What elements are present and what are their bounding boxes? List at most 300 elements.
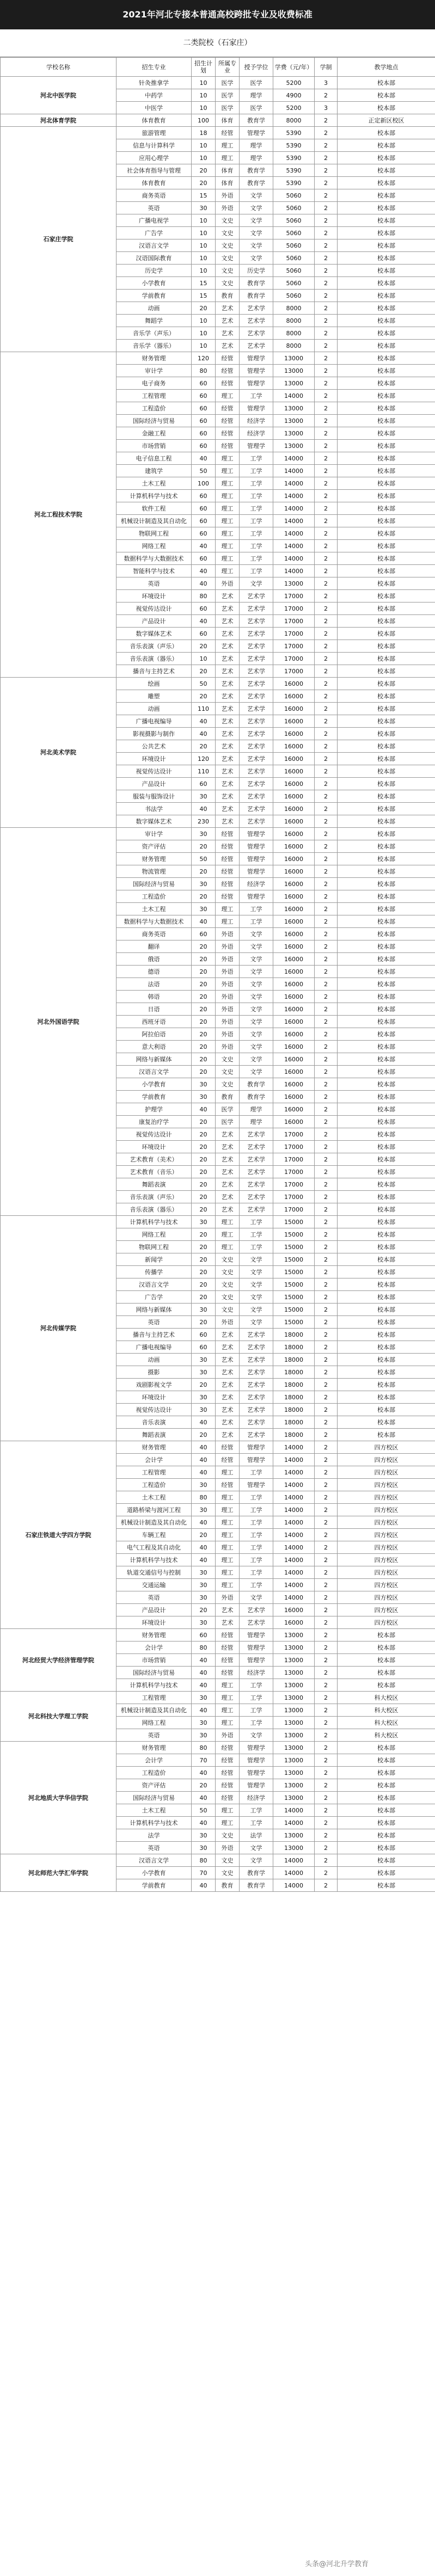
table-cell: 2: [315, 1416, 338, 1429]
table-cell: 理工: [216, 1679, 240, 1692]
table-cell: 15000: [273, 1291, 315, 1304]
table-cell: 13000: [273, 415, 315, 427]
table-cell: 经管: [216, 853, 240, 865]
table-cell: 2: [315, 890, 338, 903]
table-cell: 工学: [240, 1491, 273, 1504]
table-cell: 60: [192, 490, 216, 502]
table-cell: 音乐表演: [117, 1416, 192, 1429]
table-cell: 数据科学与大数据技术: [117, 915, 192, 928]
table-cell: 艺术学: [240, 340, 273, 352]
table-cell: 16000: [273, 991, 315, 1003]
table-row: [1, 352, 435, 365]
table-cell: 四方校区: [338, 1616, 435, 1629]
table-cell: 20: [192, 1379, 216, 1391]
table-cell: 2: [315, 1717, 338, 1729]
table-cell: 法学: [240, 1829, 273, 1842]
table-cell: 2: [315, 164, 338, 177]
table-cell: 70: [192, 1754, 216, 1767]
table-cell: 医学: [240, 77, 273, 89]
table-cell: 文学: [240, 202, 273, 214]
table-cell: 文史: [216, 1053, 240, 1066]
table-cell: 20: [192, 1228, 216, 1241]
table-cell: 理学: [240, 1116, 273, 1128]
table-cell: 理工: [216, 903, 240, 915]
table-cell: 校本部: [338, 1253, 435, 1266]
table-cell: 理工: [216, 490, 240, 502]
table-cell: 艺术学: [240, 1166, 273, 1178]
table-cell: 医学: [216, 77, 240, 89]
table-cell: 校本部: [338, 1742, 435, 1754]
table-cell: 历史学: [240, 265, 273, 277]
table-cell: 文学: [240, 966, 273, 978]
table-cell: 土木工程: [117, 1491, 192, 1504]
table-cell: 计算机科学与技术: [117, 1817, 192, 1829]
table-cell: 20: [192, 1203, 216, 1216]
table-cell: 外语: [216, 1003, 240, 1016]
table-cell: 校本部: [338, 127, 435, 139]
table-cell: 经管: [216, 878, 240, 890]
table-cell: 艺术: [216, 1128, 240, 1141]
table-cell: 校本部: [338, 928, 435, 940]
table-cell: 40: [192, 1416, 216, 1429]
table-cell: 艺术学: [240, 640, 273, 653]
table-cell: 16000: [273, 1616, 315, 1629]
table-cell: 学前教育: [117, 290, 192, 302]
table-cell: 艺术: [216, 590, 240, 602]
table-cell: 理工: [216, 915, 240, 928]
table-cell: 校本部: [338, 953, 435, 966]
table-cell: 舞蹈表演: [117, 1178, 192, 1191]
table-cell: 理工: [216, 1817, 240, 1829]
table-cell: 外语: [216, 966, 240, 978]
table-cell: 外语: [216, 1729, 240, 1742]
table-row: [1, 114, 435, 127]
table-cell: 法学: [117, 1829, 192, 1842]
table-cell: 四方校区: [338, 1579, 435, 1591]
table-cell: 校本部: [338, 991, 435, 1003]
table-cell: 80: [192, 1641, 216, 1654]
table-cell: 20: [192, 1178, 216, 1191]
table-cell: 14000: [273, 1541, 315, 1554]
table-cell: 经管: [216, 1641, 240, 1654]
table-cell: 文史: [216, 1829, 240, 1842]
table-cell: 2: [315, 577, 338, 590]
table-cell: 14000: [273, 1479, 315, 1491]
table-cell: 校本部: [338, 1779, 435, 1792]
table-cell: 戏剧影视文学: [117, 1379, 192, 1391]
table-cell: 2: [315, 753, 338, 765]
table-cell: 校本部: [338, 1178, 435, 1191]
table-cell: 80: [192, 365, 216, 377]
table-cell: 校本部: [338, 715, 435, 728]
table-cell: 会计学: [117, 1641, 192, 1654]
table-cell: 17000: [273, 615, 315, 628]
table-cell: 2: [315, 1566, 338, 1579]
table-cell: 艺术学: [240, 740, 273, 753]
table-cell: 工学: [240, 1566, 273, 1579]
column-header: 招生计划: [192, 58, 216, 77]
table-cell: 14000: [273, 1554, 315, 1566]
school-name: 河北体育学院: [1, 114, 117, 127]
table-cell: 理学: [240, 152, 273, 164]
table-cell: 艺术学: [240, 765, 273, 778]
table-cell: 四方校区: [338, 1504, 435, 1516]
table-cell: 工学: [240, 502, 273, 515]
table-cell: 5390: [273, 127, 315, 139]
table-cell: 校本部: [338, 1078, 435, 1091]
table-cell: 13000: [273, 1654, 315, 1667]
table-cell: 工学: [240, 1679, 273, 1692]
table-cell: 40: [192, 1554, 216, 1566]
table-cell: 财务管理: [117, 1441, 192, 1454]
table-cell: 2: [315, 252, 338, 265]
table-cell: 外语: [216, 940, 240, 953]
table-cell: 3: [315, 102, 338, 114]
table-cell: 2: [315, 1028, 338, 1041]
table-cell: 文学: [240, 1041, 273, 1053]
table-cell: 德语: [117, 966, 192, 978]
table-cell: 校本部: [338, 1867, 435, 1879]
table-cell: 外语: [216, 1016, 240, 1028]
table-cell: 艺术: [216, 1429, 240, 1441]
table-cell: 40: [192, 715, 216, 728]
table-cell: 外语: [216, 1041, 240, 1053]
school-name: 河北科技大学理工学院: [1, 1692, 117, 1742]
table-cell: 13000: [273, 1729, 315, 1742]
table-cell: 16000: [273, 803, 315, 815]
table-cell: 5060: [273, 265, 315, 277]
table-cell: 教育: [216, 290, 240, 302]
table-cell: 四方校区: [338, 1566, 435, 1579]
table-cell: 艺术: [216, 1379, 240, 1391]
table-cell: 校本部: [338, 803, 435, 815]
table-cell: 40: [192, 1879, 216, 1892]
table-cell: 13000: [273, 1717, 315, 1729]
table-cell: 2: [315, 1466, 338, 1479]
table-cell: 16000: [273, 1053, 315, 1066]
table-cell: 16000: [273, 903, 315, 915]
table-cell: 14000: [273, 1879, 315, 1892]
table-cell: 13000: [273, 1679, 315, 1692]
table-row: [1, 1742, 435, 1754]
table-cell: 校本部: [338, 302, 435, 315]
table-cell: 16000: [273, 890, 315, 903]
table-cell: 2: [315, 628, 338, 640]
table-cell: 2: [315, 427, 338, 440]
table-cell: 20: [192, 1429, 216, 1441]
table-row: [1, 1854, 435, 1867]
table-cell: 绘画: [117, 678, 192, 690]
table-cell: 艺术: [216, 1141, 240, 1153]
table-cell: 工程管理: [117, 1692, 192, 1704]
table-cell: 校本部: [338, 315, 435, 327]
table-cell: 学前教育: [117, 1879, 192, 1892]
table-cell: 工学: [240, 1241, 273, 1253]
table-cell: 16000: [273, 1066, 315, 1078]
table-cell: 13000: [273, 440, 315, 452]
table-cell: 2: [315, 1191, 338, 1203]
table-cell: 经管: [216, 865, 240, 878]
table-cell: 2: [315, 940, 338, 953]
table-cell: 2: [315, 1228, 338, 1241]
table-cell: 17000: [273, 628, 315, 640]
table-cell: 工学: [240, 1704, 273, 1717]
table-cell: 校本部: [338, 628, 435, 640]
table-cell: 13000: [273, 1842, 315, 1854]
table-cell: 科大校区: [338, 1729, 435, 1742]
table-cell: 计算机科学与技术: [117, 490, 192, 502]
table-cell: 工程管理: [117, 1466, 192, 1479]
table-cell: 2: [315, 1266, 338, 1278]
table-cell: 20: [192, 1066, 216, 1078]
table-cell: 10: [192, 252, 216, 265]
table-cell: 理工: [216, 452, 240, 465]
table-cell: 校本部: [338, 590, 435, 602]
table-cell: 音乐表演（器乐）: [117, 653, 192, 665]
table-cell: 艺术: [216, 602, 240, 615]
table-cell: 经管: [216, 427, 240, 440]
table-cell: 理工: [216, 1566, 240, 1579]
table-cell: 14000: [273, 490, 315, 502]
table-cell: 校本部: [338, 502, 435, 515]
table-cell: 30: [192, 903, 216, 915]
table-cell: 经济学: [240, 415, 273, 427]
table-cell: 2: [315, 340, 338, 352]
table-cell: 艺术学: [240, 728, 273, 740]
table-cell: 艺术学: [240, 1354, 273, 1366]
table-cell: 2: [315, 114, 338, 127]
table-cell: 校本部: [338, 577, 435, 590]
table-cell: 2: [315, 715, 338, 728]
table-cell: 资产评估: [117, 840, 192, 853]
table-cell: 小学教育: [117, 1867, 192, 1879]
table-cell: 艺术: [216, 778, 240, 790]
table-cell: 20: [192, 1141, 216, 1153]
table-cell: 文学: [240, 252, 273, 265]
table-cell: 13000: [273, 1767, 315, 1779]
table-cell: 电子信息工程: [117, 452, 192, 465]
table-cell: 14000: [273, 1817, 315, 1829]
table-cell: 2: [315, 527, 338, 540]
table-cell: 管理学: [240, 352, 273, 365]
table-cell: 16000: [273, 753, 315, 765]
table-cell: 艺术: [216, 615, 240, 628]
table-cell: 14000: [273, 1441, 315, 1454]
table-cell: 经管: [216, 890, 240, 903]
table-cell: 校本部: [338, 640, 435, 653]
table-cell: 20: [192, 1316, 216, 1329]
table-cell: 国际经济与贸易: [117, 1667, 192, 1679]
table-cell: 书法学: [117, 803, 192, 815]
table-cell: 2: [315, 302, 338, 315]
table-cell: 校本部: [338, 427, 435, 440]
table-cell: 2: [315, 377, 338, 390]
table-cell: 管理学: [240, 402, 273, 415]
table-cell: 2: [315, 327, 338, 340]
table-cell: 资产评估: [117, 1779, 192, 1792]
table-cell: 数字媒体艺术: [117, 628, 192, 640]
table-cell: 13000: [273, 1754, 315, 1767]
table-cell: 230: [192, 815, 216, 828]
table-cell: 英语: [117, 202, 192, 214]
table-cell: 文史: [216, 227, 240, 239]
table-cell: 校本部: [338, 277, 435, 290]
table-cell: 2: [315, 678, 338, 690]
table-cell: 教育学: [240, 1879, 273, 1892]
table-cell: 经管: [216, 1767, 240, 1779]
table-cell: 外语: [216, 202, 240, 214]
table-cell: 艺术: [216, 628, 240, 640]
table-cell: 体育: [216, 177, 240, 189]
table-cell: 道路桥梁与渡河工程: [117, 1504, 192, 1516]
table-cell: 2: [315, 728, 338, 740]
table-cell: 艺术: [216, 1616, 240, 1629]
table-cell: 工学: [240, 1466, 273, 1479]
table-cell: 经济学: [240, 427, 273, 440]
table-cell: 20: [192, 953, 216, 966]
table-cell: 数字媒体艺术: [117, 815, 192, 828]
table-cell: 教育学: [240, 1867, 273, 1879]
table-cell: 文学: [240, 978, 273, 991]
table-cell: 校本部: [338, 552, 435, 565]
table-cell: 四方校区: [338, 1604, 435, 1616]
school-name: 河北经贸大学经济管理学院: [1, 1629, 117, 1692]
table-cell: 18000: [273, 1329, 315, 1341]
table-cell: 校本部: [338, 402, 435, 415]
table-cell: 英语: [117, 1842, 192, 1854]
table-cell: 16000: [273, 940, 315, 953]
table-cell: 2: [315, 1366, 338, 1379]
table-cell: 2: [315, 1354, 338, 1366]
table-cell: 校本部: [338, 966, 435, 978]
table-cell: 文学: [240, 1003, 273, 1016]
table-cell: 工学: [240, 1228, 273, 1241]
table-cell: 110: [192, 765, 216, 778]
table-cell: 管理学: [240, 1654, 273, 1667]
table-cell: 建筑学: [117, 465, 192, 477]
table-cell: 15: [192, 189, 216, 202]
table-cell: 文学: [240, 239, 273, 252]
table-cell: 50: [192, 1804, 216, 1817]
table-cell: 13000: [273, 1779, 315, 1792]
table-cell: 40: [192, 1817, 216, 1829]
column-header: 学校名称: [1, 58, 117, 77]
table-cell: 视觉传达设计: [117, 602, 192, 615]
table-cell: 学前教育: [117, 1091, 192, 1103]
table-cell: 数据科学与大数据技术: [117, 552, 192, 565]
table-cell: 校本部: [338, 740, 435, 753]
table-cell: 财务管理: [117, 1742, 192, 1754]
table-cell: 2: [315, 602, 338, 615]
table-cell: 10: [192, 89, 216, 102]
table-cell: 艺术: [216, 327, 240, 340]
table-cell: 校本部: [338, 1804, 435, 1817]
table-cell: 2: [315, 1153, 338, 1166]
table-cell: 经管: [216, 402, 240, 415]
table-cell: 5390: [273, 139, 315, 152]
table-cell: 管理学: [240, 840, 273, 853]
table-cell: 外语: [216, 1591, 240, 1604]
table-cell: 13000: [273, 1742, 315, 1754]
table-cell: 2: [315, 515, 338, 527]
table-cell: 理学: [240, 89, 273, 102]
table-cell: 20: [192, 1253, 216, 1266]
table-cell: 管理学: [240, 1479, 273, 1491]
table-cell: 2: [315, 1692, 338, 1704]
table-cell: 艺术学: [240, 790, 273, 803]
table-cell: 艺术: [216, 715, 240, 728]
table-cell: 14000: [273, 1454, 315, 1466]
table-cell: 艺术: [216, 765, 240, 778]
table-cell: 40: [192, 540, 216, 552]
table-cell: 文学: [240, 928, 273, 940]
table-cell: 服装与服饰设计: [117, 790, 192, 803]
table-cell: 校本部: [338, 878, 435, 890]
table-cell: 校本部: [338, 1191, 435, 1203]
table-cell: 30: [192, 1078, 216, 1091]
table-cell: 校本部: [338, 778, 435, 790]
table-cell: 汉语言文学: [117, 239, 192, 252]
table-cell: 文史: [216, 1867, 240, 1879]
table-cell: 2: [315, 803, 338, 815]
table-cell: 2: [315, 815, 338, 828]
table-cell: 13000: [273, 1829, 315, 1842]
table-cell: 文学: [240, 1266, 273, 1278]
table-cell: 理工: [216, 1804, 240, 1817]
table-cell: 16000: [273, 915, 315, 928]
table-cell: 艺术: [216, 1203, 240, 1216]
table-cell: 2: [315, 1166, 338, 1178]
table-cell: 网络工程: [117, 1228, 192, 1241]
table-cell: 15: [192, 277, 216, 290]
table-cell: 120: [192, 753, 216, 765]
table-cell: 传播学: [117, 1266, 192, 1278]
table-cell: 四方校区: [338, 1441, 435, 1454]
table-cell: 管理学: [240, 377, 273, 390]
table-cell: 2: [315, 640, 338, 653]
table-cell: 2: [315, 1604, 338, 1616]
table-cell: 针灸推拿学: [117, 77, 192, 89]
table-cell: 2: [315, 1616, 338, 1629]
table-cell: 工学: [240, 1554, 273, 1566]
table-cell: 工程造价: [117, 1767, 192, 1779]
table-cell: 校本部: [338, 1316, 435, 1329]
table-cell: 2: [315, 790, 338, 803]
table-cell: 艺术: [216, 1366, 240, 1379]
table-cell: 8000: [273, 114, 315, 127]
table-cell: 正定新区校区: [338, 114, 435, 127]
table-cell: 四方校区: [338, 1491, 435, 1504]
table-cell: 2: [315, 590, 338, 602]
table-cell: 体育: [216, 114, 240, 127]
table-cell: 管理学: [240, 1454, 273, 1466]
table-cell: 四方校区: [338, 1479, 435, 1491]
table-cell: 翻译: [117, 940, 192, 953]
table-cell: 14000: [273, 1579, 315, 1591]
table-cell: 校本部: [338, 1341, 435, 1354]
table-cell: 60: [192, 402, 216, 415]
table-cell: 文学: [240, 1729, 273, 1742]
table-cell: 2: [315, 1278, 338, 1291]
table-cell: 影视摄影与制作: [117, 728, 192, 740]
table-cell: 校本部: [338, 540, 435, 552]
table-cell: 8000: [273, 340, 315, 352]
table-cell: 艺术: [216, 1341, 240, 1354]
table-cell: 17000: [273, 1128, 315, 1141]
table-cell: 16000: [273, 715, 315, 728]
table-cell: 18000: [273, 1341, 315, 1354]
table-cell: 市场营销: [117, 440, 192, 452]
